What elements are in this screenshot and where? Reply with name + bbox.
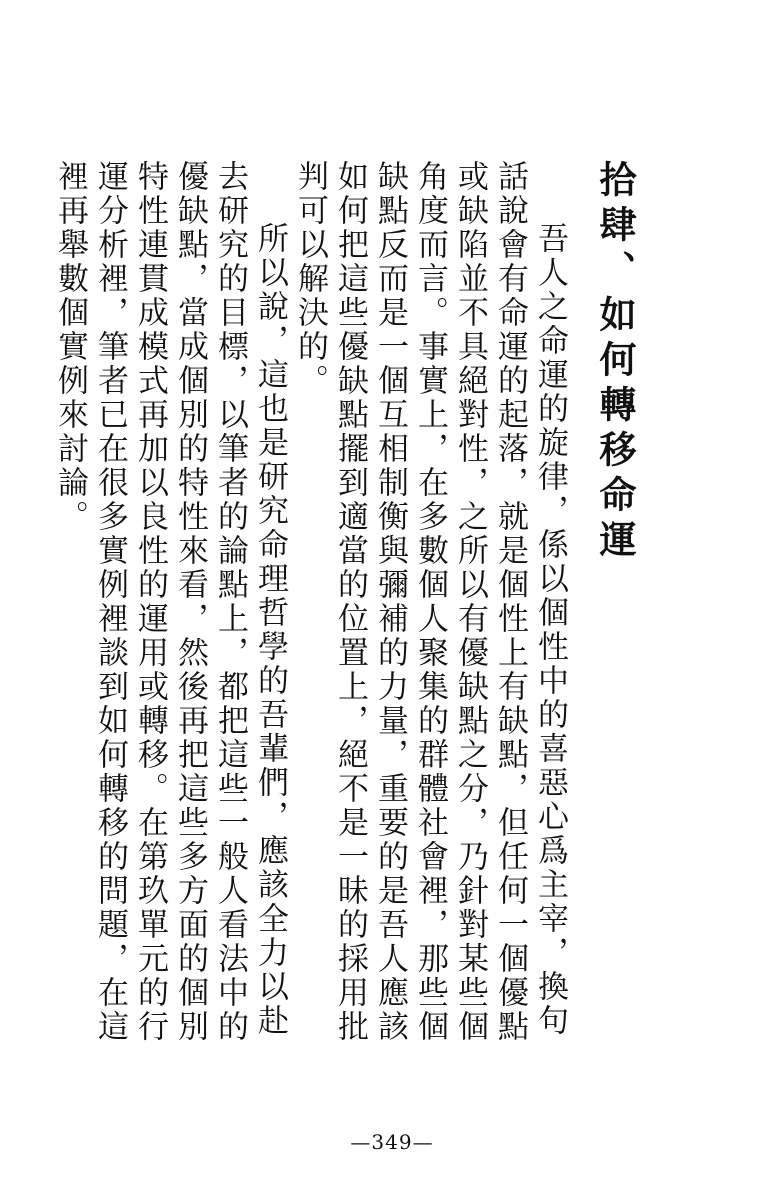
chapter-title: 拾肆、如何轉移命運 <box>593 160 636 565</box>
paragraph-2: 所以說，這也是研究命理哲學的吾輩們，應該全力以赴去研究的目標，以筆者的論點上，都把這些一般人看法中的優缺點，當成個別的特性來看，然後再把這些多方面的個別特性連貫成模式再加以良性的運用或轉移。在第玖單元的行運分析裡，筆者已在很多實例裡談到如何轉移的問題，在這裡再舉數個實例來討論。 <box>52 160 288 1044</box>
paragraph-1: 吾人之命運的旋律，係以個性中的喜惡心爲主宰，換句話說會有命運的起落，就是個性上有缺點，但任何一個優點或缺陷並不具絕對性，之所以有優缺點之分，乃針對某些個角度而言。事實上，在多數個人聚集的群體社會裡，那些個缺點反而是一個互相制衡與彌補的力量，重要的是吾人應該如何把這些優缺點擺到適當的位置上，絕不是一昧的採用批判可以解決的。 <box>292 160 568 1044</box>
vertical-text-block <box>50 160 634 1060</box>
page-number: —349— <box>350 1130 434 1154</box>
